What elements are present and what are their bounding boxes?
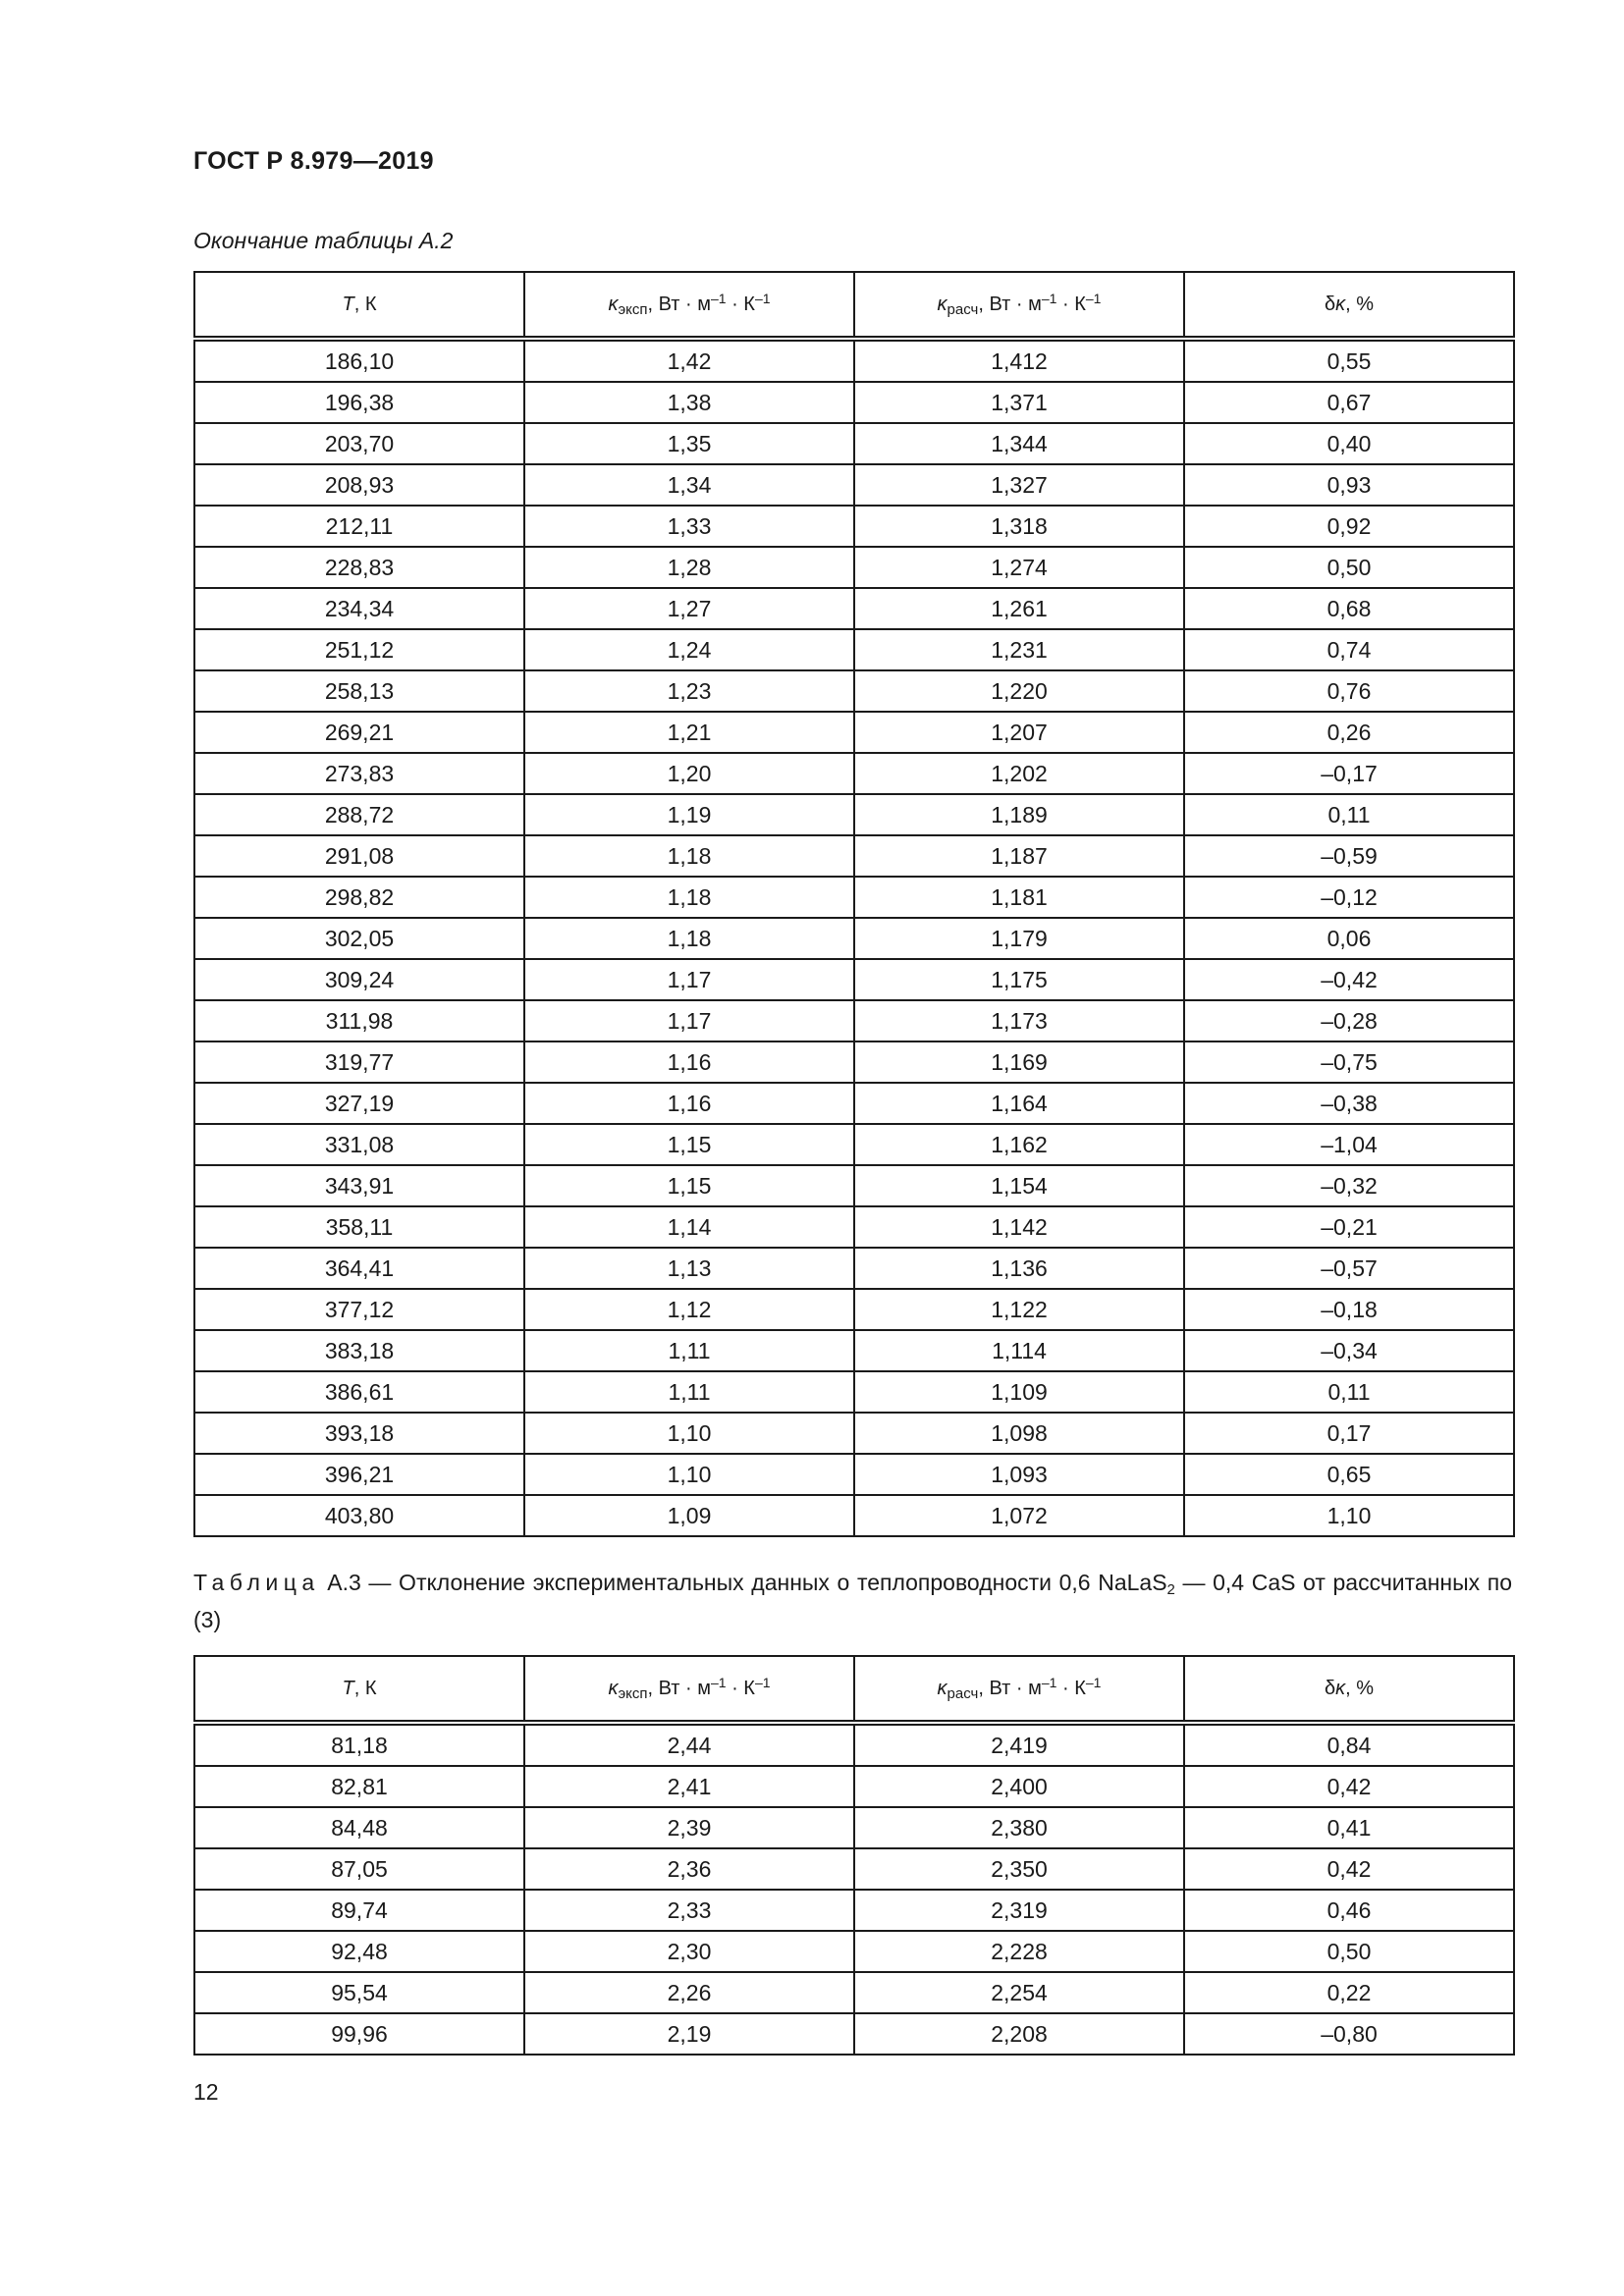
table-row	[194, 1206, 1514, 1248]
kappa-calc-subscript: расч	[947, 1685, 979, 1702]
table-cell: 0,42	[1184, 1848, 1514, 1890]
col-kappa-exp	[524, 1656, 854, 1723]
table-row	[194, 423, 1514, 464]
kappa-symbol: κ	[1335, 1677, 1346, 1699]
col-delta-kappa	[1184, 272, 1514, 339]
caption-subscript: 2	[1166, 1581, 1175, 1598]
table-cell: 1,136	[854, 1248, 1184, 1289]
table-cell: 2,30	[524, 1931, 854, 1972]
table-cell: 2,39	[524, 1807, 854, 1848]
table-cell: 1,27	[524, 588, 854, 629]
table-cell: 343,91	[194, 1165, 524, 1206]
unit-exponent: –1	[754, 1675, 771, 1690]
table-cell: 383,18	[194, 1330, 524, 1371]
table-cell: 1,21	[524, 712, 854, 753]
col-delta-kappa	[1184, 1656, 1514, 1723]
table-cell: 1,142	[854, 1206, 1184, 1248]
table-cell: 311,98	[194, 1000, 524, 1041]
table-cell: 0,22	[1184, 1972, 1514, 2013]
unit-exponent: –1	[710, 291, 727, 306]
table-row	[194, 1041, 1514, 1083]
table-row	[194, 1083, 1514, 1124]
table-cell: 89,74	[194, 1890, 524, 1931]
kappa-symbol: κ	[937, 1678, 947, 1699]
table-cell: –0,75	[1184, 1041, 1514, 1083]
col-kappa-exp	[524, 272, 854, 339]
table-cell: 273,83	[194, 753, 524, 794]
table-cell: 1,318	[854, 506, 1184, 547]
table-cell: 1,18	[524, 918, 854, 959]
table-row	[194, 1413, 1514, 1454]
table-cell: 364,41	[194, 1248, 524, 1289]
table-cell: 1,33	[524, 506, 854, 547]
table-cell: 81,18	[194, 1723, 524, 1766]
table-cell: 1,17	[524, 1000, 854, 1041]
table-label: Таблица	[193, 1570, 320, 1595]
page-number: 12	[193, 2079, 219, 2105]
table-cell: 1,28	[524, 547, 854, 588]
table-cell: 2,208	[854, 2013, 1184, 2055]
table-cell: 1,412	[854, 339, 1184, 382]
table-cell: 1,11	[524, 1330, 854, 1371]
table-cell: 1,189	[854, 794, 1184, 835]
percent-unit: , %	[1345, 293, 1375, 315]
table-cell: 1,274	[854, 547, 1184, 588]
table-cell: 2,41	[524, 1766, 854, 1807]
table-a3	[193, 1655, 1515, 2056]
table-row	[194, 1723, 1514, 1766]
table-cell: 212,11	[194, 506, 524, 547]
table-cell: 2,350	[854, 1848, 1184, 1890]
col-temperature	[194, 272, 524, 339]
table-cell: –0,32	[1184, 1165, 1514, 1206]
table-a2-body	[194, 339, 1514, 1536]
table-cell: 2,228	[854, 1931, 1184, 1972]
table-cell: 386,61	[194, 1371, 524, 1413]
caption-text-tail: — 0,4 CaS от рассчитанных по (3)	[193, 1570, 1513, 1632]
table-row	[194, 1000, 1514, 1041]
table-cell: –0,34	[1184, 1330, 1514, 1371]
table-a3-body	[194, 1723, 1514, 2055]
table-cell: 0,74	[1184, 629, 1514, 670]
kappa-calc-subscript: расч	[947, 301, 979, 318]
table-cell: 1,093	[854, 1454, 1184, 1495]
table-cell: 251,12	[194, 629, 524, 670]
table-row	[194, 1890, 1514, 1931]
table-row	[194, 712, 1514, 753]
table-row	[194, 588, 1514, 629]
table-cell: 288,72	[194, 794, 524, 835]
table-row	[194, 1371, 1514, 1413]
table-cell: 1,10	[524, 1413, 854, 1454]
table-cell: 377,12	[194, 1289, 524, 1330]
table-cell: 1,072	[854, 1495, 1184, 1536]
table-row	[194, 2013, 1514, 2055]
table-cell: 331,08	[194, 1124, 524, 1165]
t-unit: , К	[353, 1677, 377, 1699]
table-cell: 1,231	[854, 629, 1184, 670]
unit-part: , Вт · м	[978, 294, 1042, 315]
table-cell: 0,68	[1184, 588, 1514, 629]
unit-exponent: –1	[710, 1675, 727, 1690]
table-cell: 2,19	[524, 2013, 854, 2055]
table-cell: 291,08	[194, 835, 524, 877]
unit-part: · К	[1056, 1678, 1086, 1699]
table-row	[194, 1165, 1514, 1206]
t-unit: , К	[353, 293, 377, 315]
table-cell: 1,15	[524, 1124, 854, 1165]
table-a2-caption: Окончание таблицы А.2	[193, 228, 454, 253]
table-cell: 1,17	[524, 959, 854, 1000]
table-cell: 1,220	[854, 670, 1184, 712]
table-cell: 0,76	[1184, 670, 1514, 712]
table-cell: 309,24	[194, 959, 524, 1000]
table-cell: 0,67	[1184, 382, 1514, 423]
table-cell: 1,16	[524, 1041, 854, 1083]
kappa-symbol: κ	[608, 1678, 619, 1699]
table-cell: 2,380	[854, 1807, 1184, 1848]
table-row	[194, 1330, 1514, 1371]
unit-part: , Вт · м	[647, 1678, 711, 1699]
kappa-exp-subscript: эксп	[618, 1685, 648, 1702]
table-cell: 1,187	[854, 835, 1184, 877]
table-cell: 1,327	[854, 464, 1184, 506]
table-cell: 269,21	[194, 712, 524, 753]
table-cell: 396,21	[194, 1454, 524, 1495]
table-cell: 234,34	[194, 588, 524, 629]
table-cell: 1,202	[854, 753, 1184, 794]
table-cell: 0,50	[1184, 1931, 1514, 1972]
table-cell: 1,10	[1184, 1495, 1514, 1536]
table-a3-caption	[193, 1568, 1512, 1635]
table-row	[194, 670, 1514, 712]
table-row	[194, 464, 1514, 506]
table-cell: 1,24	[524, 629, 854, 670]
caption-text: А.3 — Отклонение экспериментальных данных о теплопроводности 0,6 NaLaS	[319, 1570, 1167, 1595]
table-cell: 0,26	[1184, 712, 1514, 753]
table-row	[194, 877, 1514, 918]
kappa-exp-subscript: эксп	[618, 301, 648, 318]
table-row	[194, 753, 1514, 794]
table-cell: –1,04	[1184, 1124, 1514, 1165]
table-cell: 0,11	[1184, 794, 1514, 835]
table-row	[194, 1289, 1514, 1330]
table-cell: 358,11	[194, 1206, 524, 1248]
table-cell: 1,12	[524, 1289, 854, 1330]
table-cell: 1,162	[854, 1124, 1184, 1165]
table-row	[194, 835, 1514, 877]
unit-exponent: –1	[1085, 1675, 1102, 1690]
table-cell: 0,40	[1184, 423, 1514, 464]
table-cell: 0,42	[1184, 1766, 1514, 1807]
table-cell: 1,23	[524, 670, 854, 712]
table-cell: 1,18	[524, 835, 854, 877]
table-row	[194, 547, 1514, 588]
table-cell: 1,261	[854, 588, 1184, 629]
table-row	[194, 1454, 1514, 1495]
percent-unit: , %	[1345, 1677, 1375, 1699]
table-cell: 95,54	[194, 1972, 524, 2013]
table-row	[194, 1972, 1514, 2013]
table-cell: 2,254	[854, 1972, 1184, 2013]
table-cell: 1,20	[524, 753, 854, 794]
table-cell: 186,10	[194, 339, 524, 382]
table-cell: 298,82	[194, 877, 524, 918]
table-cell: 403,80	[194, 1495, 524, 1536]
table-row	[194, 1807, 1514, 1848]
table-cell: 319,77	[194, 1041, 524, 1083]
table-cell: –0,59	[1184, 835, 1514, 877]
table-cell: 1,10	[524, 1454, 854, 1495]
table-cell: 1,181	[854, 877, 1184, 918]
table-cell: 2,26	[524, 1972, 854, 2013]
table-cell: –0,57	[1184, 1248, 1514, 1289]
table-cell: 1,42	[524, 339, 854, 382]
table-cell: –0,21	[1184, 1206, 1514, 1248]
table-cell: 0,65	[1184, 1454, 1514, 1495]
table-cell: 1,154	[854, 1165, 1184, 1206]
table-cell: 0,06	[1184, 918, 1514, 959]
table-cell: 1,207	[854, 712, 1184, 753]
table-cell: 1,114	[854, 1330, 1184, 1371]
table-row	[194, 1124, 1514, 1165]
kappa-symbol: κ	[1335, 293, 1346, 315]
unit-exponent: –1	[1041, 1675, 1057, 1690]
kappa-symbol: κ	[937, 294, 947, 315]
table-cell: 1,175	[854, 959, 1184, 1000]
table-row	[194, 339, 1514, 382]
table-cell: –0,42	[1184, 959, 1514, 1000]
table-cell: 1,13	[524, 1248, 854, 1289]
table-cell: 2,33	[524, 1890, 854, 1931]
table-cell: 2,44	[524, 1723, 854, 1766]
table-cell: –0,38	[1184, 1083, 1514, 1124]
unit-part: · К	[726, 1678, 755, 1699]
table-row	[194, 1848, 1514, 1890]
table-cell: 1,11	[524, 1371, 854, 1413]
table-cell: –0,80	[1184, 2013, 1514, 2055]
table-cell: 302,05	[194, 918, 524, 959]
table-row	[194, 1495, 1514, 1536]
table-row	[194, 1766, 1514, 1807]
table-cell: 0,11	[1184, 1371, 1514, 1413]
table-cell: 327,19	[194, 1083, 524, 1124]
t-symbol: T	[342, 293, 354, 315]
table-cell: 1,122	[854, 1289, 1184, 1330]
table-cell: 258,13	[194, 670, 524, 712]
unit-part: · К	[726, 294, 755, 315]
table-cell: 82,81	[194, 1766, 524, 1807]
table-cell: 1,35	[524, 423, 854, 464]
unit-part: · К	[1056, 294, 1086, 315]
table-cell: 2,36	[524, 1848, 854, 1890]
unit-part: , Вт · м	[647, 294, 711, 315]
table-cell: 0,92	[1184, 506, 1514, 547]
table-cell: 1,098	[854, 1413, 1184, 1454]
table-cell: –0,12	[1184, 877, 1514, 918]
table-cell: –0,28	[1184, 1000, 1514, 1041]
table-cell: 2,419	[854, 1723, 1184, 1766]
table-row	[194, 1931, 1514, 1972]
table-cell: 1,109	[854, 1371, 1184, 1413]
table-cell: 99,96	[194, 2013, 524, 2055]
table-cell: 1,16	[524, 1083, 854, 1124]
table-row	[194, 959, 1514, 1000]
table-cell: 92,48	[194, 1931, 524, 1972]
table-cell: 1,371	[854, 382, 1184, 423]
table-cell: 203,70	[194, 423, 524, 464]
table-row	[194, 629, 1514, 670]
table-cell: 1,38	[524, 382, 854, 423]
table-a3-header	[194, 1656, 1514, 1723]
table-cell: 0,55	[1184, 339, 1514, 382]
table-cell: 0,41	[1184, 1807, 1514, 1848]
t-symbol: T	[342, 1677, 354, 1699]
table-a2-header	[194, 272, 1514, 339]
col-kappa-calc	[854, 1656, 1184, 1723]
table-cell: 393,18	[194, 1413, 524, 1454]
table-cell: 1,34	[524, 464, 854, 506]
table-row	[194, 794, 1514, 835]
table-cell: 84,48	[194, 1807, 524, 1848]
table-row	[194, 1248, 1514, 1289]
unit-exponent: –1	[1041, 291, 1057, 306]
unit-part: , Вт · м	[978, 1678, 1042, 1699]
table-cell: 1,18	[524, 877, 854, 918]
table-cell: 0,93	[1184, 464, 1514, 506]
table-cell: 1,15	[524, 1165, 854, 1206]
table-row	[194, 382, 1514, 423]
table-a2	[193, 271, 1515, 1537]
unit-exponent: –1	[754, 291, 771, 306]
table-cell: 0,50	[1184, 547, 1514, 588]
document-id: ГОСТ Р 8.979—2019	[193, 147, 434, 175]
table-cell: 1,169	[854, 1041, 1184, 1083]
table-cell: 1,344	[854, 423, 1184, 464]
table-row	[194, 506, 1514, 547]
table-cell: 2,400	[854, 1766, 1184, 1807]
table-cell: 0,17	[1184, 1413, 1514, 1454]
unit-exponent: –1	[1085, 291, 1102, 306]
table-cell: 208,93	[194, 464, 524, 506]
table-cell: 228,83	[194, 547, 524, 588]
table-cell: 0,84	[1184, 1723, 1514, 1766]
table-cell: –0,18	[1184, 1289, 1514, 1330]
table-cell: 1,173	[854, 1000, 1184, 1041]
table-cell: 1,164	[854, 1083, 1184, 1124]
table-cell: 1,14	[524, 1206, 854, 1248]
table-cell: 1,19	[524, 794, 854, 835]
kappa-symbol: κ	[608, 294, 619, 315]
table-cell: 1,179	[854, 918, 1184, 959]
table-cell: 1,09	[524, 1495, 854, 1536]
table-cell: 196,38	[194, 382, 524, 423]
table-row	[194, 918, 1514, 959]
col-temperature	[194, 1656, 524, 1723]
delta-symbol: δ	[1324, 1677, 1336, 1699]
table-cell: 0,46	[1184, 1890, 1514, 1931]
table-cell: 2,319	[854, 1890, 1184, 1931]
col-kappa-calc	[854, 272, 1184, 339]
delta-symbol: δ	[1324, 293, 1336, 315]
table-cell: –0,17	[1184, 753, 1514, 794]
table-cell: 87,05	[194, 1848, 524, 1890]
